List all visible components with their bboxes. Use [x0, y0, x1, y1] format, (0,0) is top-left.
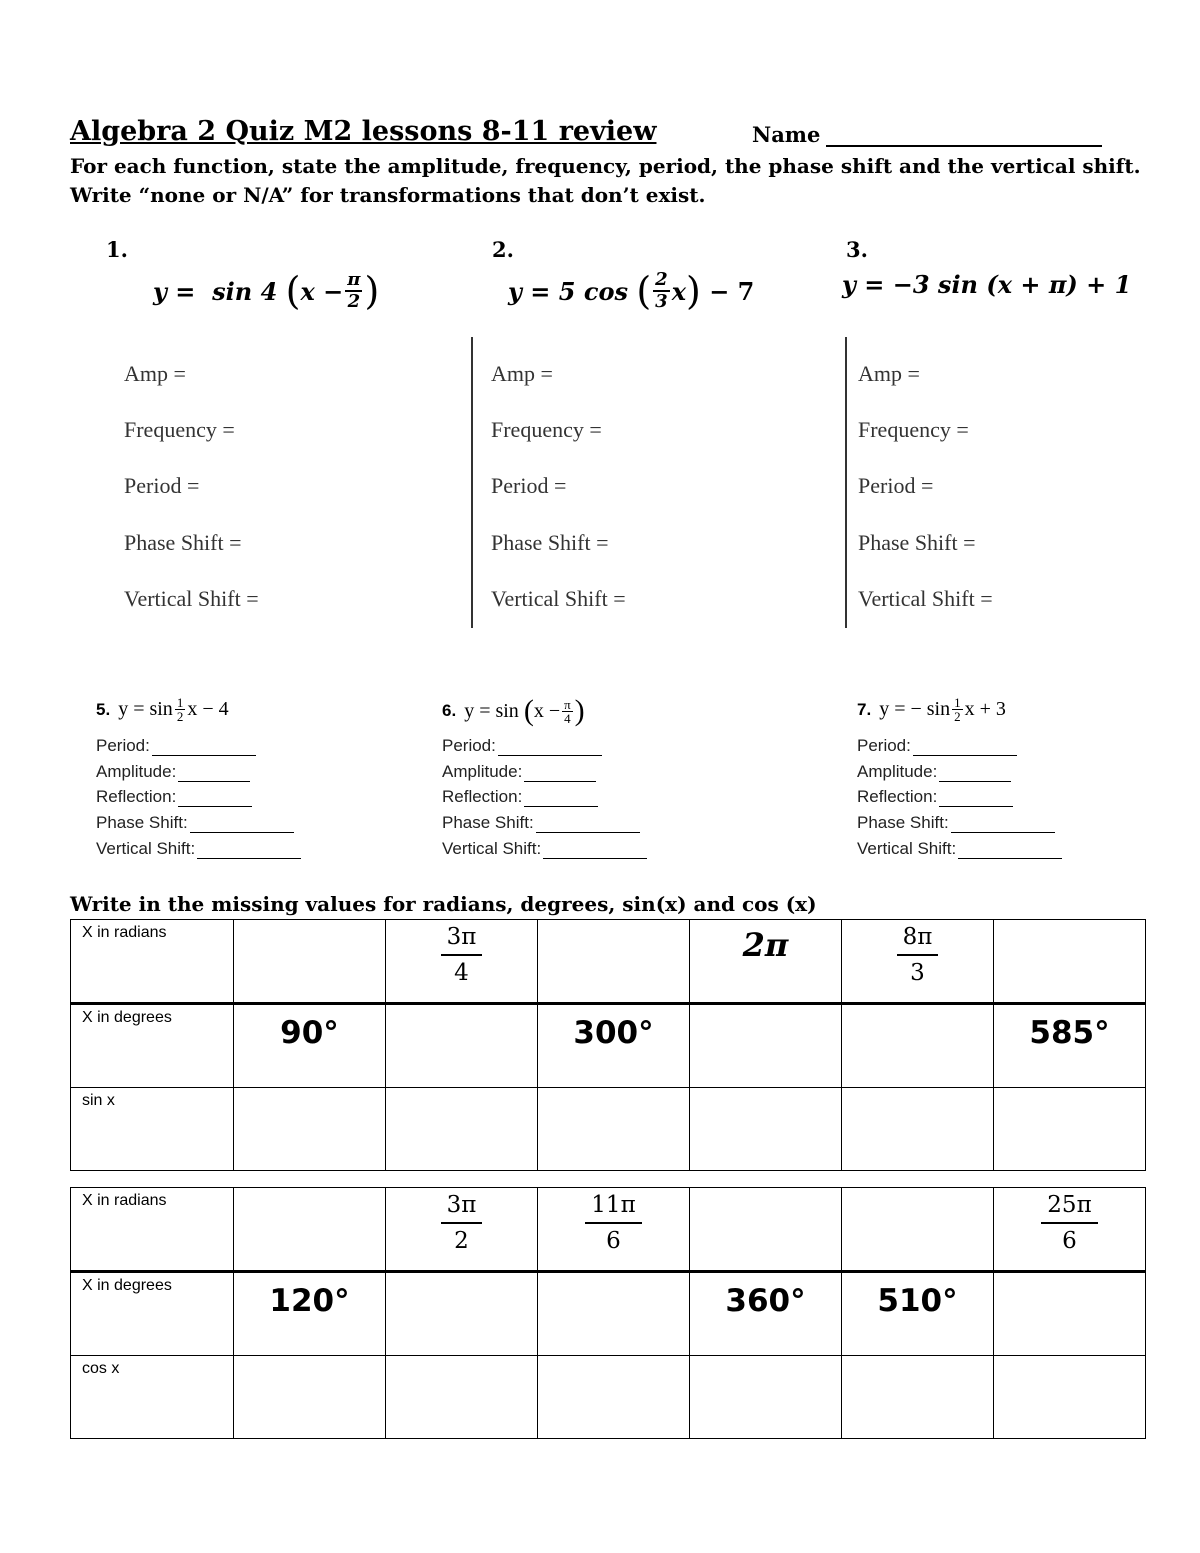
radians-row [71, 920, 1146, 1004]
radian-fraction [585, 1188, 641, 1270]
table-cell[interactable] [386, 1272, 538, 1356]
row-label: X in degrees [71, 1272, 234, 1356]
table-cell[interactable] [690, 1272, 842, 1356]
table-cell[interactable] [538, 1004, 690, 1088]
frequency-field[interactable]: Frequency = [858, 417, 969, 442]
row-label: sin x [71, 1088, 234, 1171]
phase-shift-blank[interactable]: Phase Shift: [442, 809, 640, 833]
problem-3-number: 3. [846, 237, 868, 262]
name-field [752, 122, 1102, 147]
fraction-denominator: 3 [910, 960, 925, 986]
fraction-denominator: 2 [454, 1228, 469, 1254]
radian-fraction [1041, 1188, 1097, 1270]
table-cell[interactable] [994, 1272, 1146, 1356]
degree-value: 90° [280, 1015, 339, 1051]
problem-1-number: 1. [106, 237, 128, 262]
table-cell[interactable] [234, 1088, 386, 1171]
vertical-shift-field[interactable]: Vertical Shift = [858, 586, 993, 611]
problem-6-equation: 6. y = sin ( x − $\frac{\pi}{4}$ ) [442, 694, 585, 727]
instructions: For each function, state the amplitude, frequency, period, the phase shift and the vertical shift. Write “none or N/A” for transformations that don’t exist. [70, 154, 1141, 207]
table-cell[interactable] [994, 1356, 1146, 1439]
vertical-shift-field[interactable]: Vertical Shift = [491, 586, 626, 611]
fraction-numerator: 3π [441, 922, 483, 956]
table-cell[interactable] [842, 1188, 994, 1272]
amplitude-blank[interactable]: Amplitude: [442, 758, 596, 782]
fraction-numerator: 3π [441, 1190, 483, 1224]
fraction-denominator: 4 [454, 960, 469, 986]
row-label: X in radians [71, 1188, 234, 1272]
problem-7-equation: 7. y = − sin $\frac{1}{2}$ x + 3 [857, 695, 1006, 724]
fraction-denominator: 6 [1062, 1228, 1077, 1254]
table-cell[interactable] [690, 920, 842, 1004]
table-cell[interactable] [994, 1088, 1146, 1171]
row-label: cos x [71, 1356, 234, 1439]
table-cell[interactable] [234, 1272, 386, 1356]
amp-field[interactable]: Amp = [124, 361, 186, 386]
degrees-row [71, 1004, 1146, 1088]
problem-5-equation: 5. y = sin $\frac{1}{2}$ x − 4 [96, 695, 229, 724]
table-heading: Write in the missing values for radians, degrees, sin(x) and cos (x) [70, 892, 817, 916]
table-cell[interactable] [994, 920, 1146, 1004]
radian-fraction [897, 920, 939, 1002]
table-cell[interactable] [538, 1088, 690, 1171]
table-cell[interactable] [538, 1188, 690, 1272]
table-cell[interactable] [690, 1088, 842, 1171]
vertical-shift-field[interactable]: Vertical Shift = [124, 586, 259, 611]
vertical-shift-blank[interactable]: Vertical Shift: [96, 835, 301, 859]
sin-row [71, 1088, 1146, 1171]
table-cell[interactable] [538, 1272, 690, 1356]
table-cell[interactable] [234, 1356, 386, 1439]
table-cell[interactable] [386, 1004, 538, 1088]
table-cell[interactable] [690, 1188, 842, 1272]
vertical-shift-blank[interactable]: Vertical Shift: [442, 835, 647, 859]
degree-value: 120° [269, 1283, 350, 1319]
degree-value: 510° [877, 1283, 958, 1319]
phase-shift-field[interactable]: Phase Shift = [858, 530, 976, 555]
radian-fraction [441, 920, 483, 1002]
table-cell[interactable] [690, 1356, 842, 1439]
amp-field[interactable]: Amp = [858, 361, 920, 386]
fraction-denominator: 6 [606, 1228, 621, 1254]
table-cell[interactable] [538, 920, 690, 1004]
table-cell[interactable] [386, 1088, 538, 1171]
frequency-field[interactable]: Frequency = [491, 417, 602, 442]
column-divider [845, 337, 847, 628]
degree-value: 360° [725, 1283, 806, 1319]
cos-table [70, 1187, 1146, 1439]
row-label: X in degrees [71, 1004, 234, 1088]
table-cell[interactable] [842, 1272, 994, 1356]
table-cell[interactable] [234, 920, 386, 1004]
table-cell[interactable] [538, 1356, 690, 1439]
name-blank[interactable] [826, 123, 1102, 147]
table-cell[interactable] [994, 1188, 1146, 1272]
degrees-row [71, 1272, 1146, 1356]
row-label: X in radians [71, 920, 234, 1004]
phase-shift-field[interactable]: Phase Shift = [491, 530, 609, 555]
vertical-shift-blank[interactable]: Vertical Shift: [857, 835, 1062, 859]
table-cell[interactable] [842, 1356, 994, 1439]
problem-2-equation: y = 5 cos ( $\frac{2}{3}$ x ) − 7 [508, 269, 755, 313]
fraction-numerator: 8π [897, 922, 939, 956]
page-title: Algebra 2 Quiz M2 lessons 8-11 review [70, 116, 657, 147]
column-divider [471, 337, 473, 628]
reflection-blank[interactable]: Reflection: [96, 783, 252, 807]
phase-shift-blank[interactable]: Phase Shift: [96, 809, 294, 833]
table-cell[interactable] [386, 1188, 538, 1272]
table-cell[interactable] [234, 1188, 386, 1272]
table-cell[interactable] [994, 1004, 1146, 1088]
table-cell[interactable] [842, 1004, 994, 1088]
problem-3-equation: y = −3 sin (x + π) + 1 [842, 270, 1132, 299]
reflection-blank[interactable]: Reflection: [442, 783, 598, 807]
cos-row [71, 1356, 1146, 1439]
fraction-numerator: 11π [585, 1190, 641, 1224]
problem-2-number: 2. [492, 237, 514, 262]
table-cell[interactable] [386, 920, 538, 1004]
degree-value: 585° [1029, 1015, 1110, 1051]
period-blank[interactable]: Period: [96, 732, 256, 756]
table-cell[interactable] [386, 1356, 538, 1439]
table-cell[interactable] [842, 920, 994, 1004]
amp-field[interactable]: Amp = [491, 361, 553, 386]
reflection-blank[interactable]: Reflection: [857, 783, 1013, 807]
period-blank[interactable]: Period: [857, 732, 1017, 756]
radians-row [71, 1188, 1146, 1272]
phase-shift-blank[interactable]: Phase Shift: [857, 809, 1055, 833]
fraction-numerator: 25π [1041, 1190, 1097, 1224]
table-cell[interactable] [690, 1004, 842, 1088]
period-blank[interactable]: Period: [442, 732, 602, 756]
amplitude-blank[interactable]: Amplitude: [857, 758, 1011, 782]
table-cell[interactable] [234, 1004, 386, 1088]
name-label: Name [752, 122, 821, 147]
sin-table [70, 919, 1146, 1171]
period-field[interactable]: Period = [124, 473, 200, 498]
table-cell[interactable] [842, 1088, 994, 1171]
period-field[interactable]: Period = [491, 473, 567, 498]
phase-shift-field[interactable]: Phase Shift = [124, 530, 242, 555]
period-field[interactable]: Period = [858, 473, 934, 498]
degree-value: 300° [573, 1015, 654, 1051]
amplitude-blank[interactable]: Amplitude: [96, 758, 250, 782]
problem-1-equation: y = sin 4 ( x − $\frac{\pi}{2}$ ) [153, 269, 380, 313]
radian-value: 2π [742, 926, 789, 964]
radian-fraction [441, 1188, 483, 1270]
frequency-field[interactable]: Frequency = [124, 417, 235, 442]
